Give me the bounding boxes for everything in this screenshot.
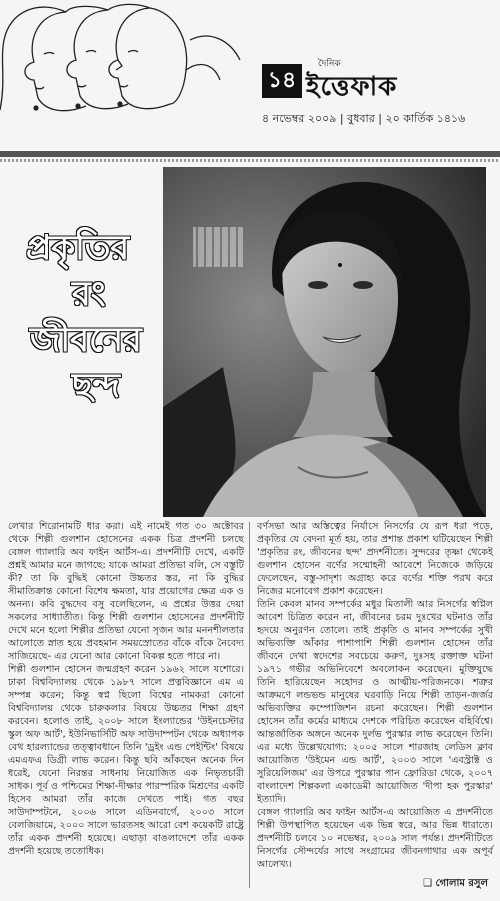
article-paragraph: তিনি কেবল মানব সম্পর্কের মধুর মিতালী আর নিসর্গের স্বপ্নিল আবেশ চিত্রিত করেন না, জীবনের চরম দুঃখের ঘটনাও তাঁর হৃদয়ে অনুরণন তোলে। তাই প্রকৃতি ও মানব সম্পর্কের সুখী অভিব্যক্তি আঁকার পাশাপাশি শিল্পী গুলশান হোসেন তাঁর জীবনে দেখা স্বদেশের সবচেয়ে করুণ, দুঃসহ রক্তাক্ত ঘটনা ১৯৭১ গভীর অভিনিবেশে অবলোকন করেছেন। মুক্তিযুদ্ধে তিনি হারিয়েছেন সহোদর ও আত্মীয়-পরিজনকে। শত্রুর আক্রমণে লন্ডভন্ড মানুষের ঘরবাড়ি নিয়ে শিল্পী তাড়ন-জর্জর অভিব্যক্তির কম্পোজিশন রচনা করেছেন। শিল্পী গুলশান হোসেন তাঁর কর্মের মাধ্যমে দেশকে পরিচিত করেছেন বহির্বিশ্বে। আন্তর্জাতিক অঙ্গনে অনেক দুর্লভ পুরস্কার লাভ করেছেন তিনি। এর মধ্যে উল্লেখযোগ্য: ২০০৫ সালে শারজাহ লেডিস ক্লাব আয়োজিত 'উইমেন এন্ড আর্ট', ২০০৩ সালে 'এবস্ট্রাক্ট ও সুরিয়েলিজম' এর উপরে পুরস্কার পান ফ্রোরিডা থেকে, ২০০৭ বাংলাদেশ শিল্পকলা একাডেমী আয়োজিত 'দীপা হক পুরস্কার' ইত্যাদি।: [257, 599, 493, 805]
article-title: [22, 225, 162, 409]
artist-portrait-photo: [163, 167, 486, 517]
header-rule: [0, 151, 500, 157]
article-right-column: [257, 520, 493, 871]
header-dotted-rule: [0, 159, 500, 162]
author-byline: ❑ গোলাম রসুল: [423, 878, 488, 889]
column-divider: [249, 522, 250, 888]
daily-label: দৈনিক: [318, 59, 341, 69]
title-line: প্রকৃতির: [26, 228, 130, 268]
date-line: ৪ নভেম্বর ২০০৯ | বুধবার | ২০ কার্তিক ১৪১৬: [262, 112, 466, 125]
article-paragraph: লেখার শিরোনামটি ধার করা। এই নামেই গত ৩০ অক্টোবর থেকে শিল্পী গুলশান হোসেনের একক চিত্র প্রদর্শনী চলছে বেঙ্গল গ্যালারি অব ফাইন আর্টস-এ। প্রদর্শনীটি দেখে, একটি প্রশ্নই আমার মনে জাগছে: যাকে আমরা প্রতিভা বলি, সে বস্তুটি কী? তা কি বুদ্ধিই কোনো উচ্চতর স্তর, না কি বুদ্ধির সীমাতিক্রান্ত কোনো বিশেষ ক্ষমতা, যার প্রয়োগের ক্ষেত্র এক ও অনন্য। কবি বুদ্ধদেব বসু বলেছিলেন, এ প্রশ্নের উত্তর দেয়া সকলের সাধ্যাতীত। কিন্তু শিল্পী গুলশান হোসেনের প্রদর্শনীটি দেখে মনে হলো শিল্পীর প্রতিভা যেনো সৃজন আর মননশীলতার আলোতে স্নাত হয়ে প্রবহমান সময়স্রোতের বাঁকে বাঁকে নৈবেদ্য সাজিয়েছে- এর যেনো আর কোনো বিকল্প হতে পারে না।: [8, 521, 244, 662]
title-line: জীবনের: [30, 320, 142, 360]
article-left-column: [8, 520, 244, 858]
article-paragraph: বেঙ্গল গ্যালারি অব ফাইন আর্টস-এ আয়োজিত এ প্রদর্শনীতে শিল্পী উপস্থাপিত হয়েছেন এক ভিন্ন স্বরে, আর ভিন্ন ধারাতে। প্রদর্শনীটি চলবে ১০ নভেম্বর, ২০০৯ সাল পর্যন্ত। প্রদর্শনীটিতে নিসর্গের সৌন্দর্যের সাথে সংগ্রামের জীবনগাথার এক অপূর্ব আলেখ্য।: [257, 807, 493, 870]
newspaper-name: ইত্তেফাক: [306, 72, 398, 102]
article-paragraph: বর্ণসভা আর অস্তিত্বের নির্যাসে নিসর্গের যে রূপ ধরা পড়ে, প্রকৃতির যে বেদনা মূর্ত হয়, তার প্রশান্ত প্রকাশ ঘটিয়েছেন শিল্পী 'প্রকৃতির রং, জীবনের ছন্দ' প্রদর্শনীতে। সুন্দরের তৃষ্ণা থেকেই গুলশান হোসেন বর্ণের সম্মোহনী আবেশে নিজেকে জড়িয়ে ফেলেছেন, বস্তু-সাদৃশ্য অগ্রাহ্য করে বর্ণের শক্তি পরখ করে নিজের মনোবেগ প্রকাশ করেছেন।: [257, 521, 493, 597]
masthead: [0, 0, 500, 150]
portrait-illustration: [163, 167, 486, 517]
decorative-faces-illustration: [0, 0, 250, 125]
title-line: রং: [72, 274, 106, 314]
article-paragraph: শিল্পী গুলশান হোসেন জন্মগ্রহণ করেন ১৯৬২ সালে যশোরে। ঢাকা বিশ্ববিদ্যালয় থেকে ১৯৮৭ সালে প্রত্নবিজ্ঞানে এম এ সম্পন্ন করেন; কিন্তু স্বপ্ন ছিলো বিশ্বের নামকরা কোনো বিশ্ববিদ্যালয় থেকে চারুকলার বিষয়ে উচ্চতর শিক্ষা গ্রহণ করবেন। হলোও তাই, ২০০৮ সালে ইংল্যান্ডের 'উইনচেস্টার স্কুল অফ আর্ট', ইউনিভার্সিটি অফ সাউদাম্পটন থেকে অধ্যাপক বেথ হারল্যান্ডের তত্ত্বাবধানে তিনি 'ড্রইং এন্ড পেইন্টিং' বিষয়ে এমএফএ ডিগ্রী লাভ করেন। কিন্তু ছবি আঁকছেন অনেক দিন ধরেই, যেনো নিরন্তর সাধনায় নিয়োজিত এক নিভৃতচারী সাধক। পূর্ব ও পশ্চিমের শিক্ষা-দীক্ষার পারস্পরিক মিশ্রণের একটি হিসেব আমরা তাঁর কাজে দেখতে পাই। গত বছর সাউদাম্পটনে, ২০০৬ সালে এডিনবার্গে, ২০০৩ সালে বেলজিয়ামে, ২০০০ সালে ভারতসহ আরো বেশ কয়েকটি রাষ্ট্রে তাঁর একক প্রদর্শনী হয়েছে। এছাড়া বাঙলাদেশে তাঁর একক প্রদর্শনী হয়েছে ততোধিক।: [8, 664, 244, 857]
page-number: ১৪: [262, 64, 302, 98]
title-line: ছন্দ: [72, 366, 120, 406]
